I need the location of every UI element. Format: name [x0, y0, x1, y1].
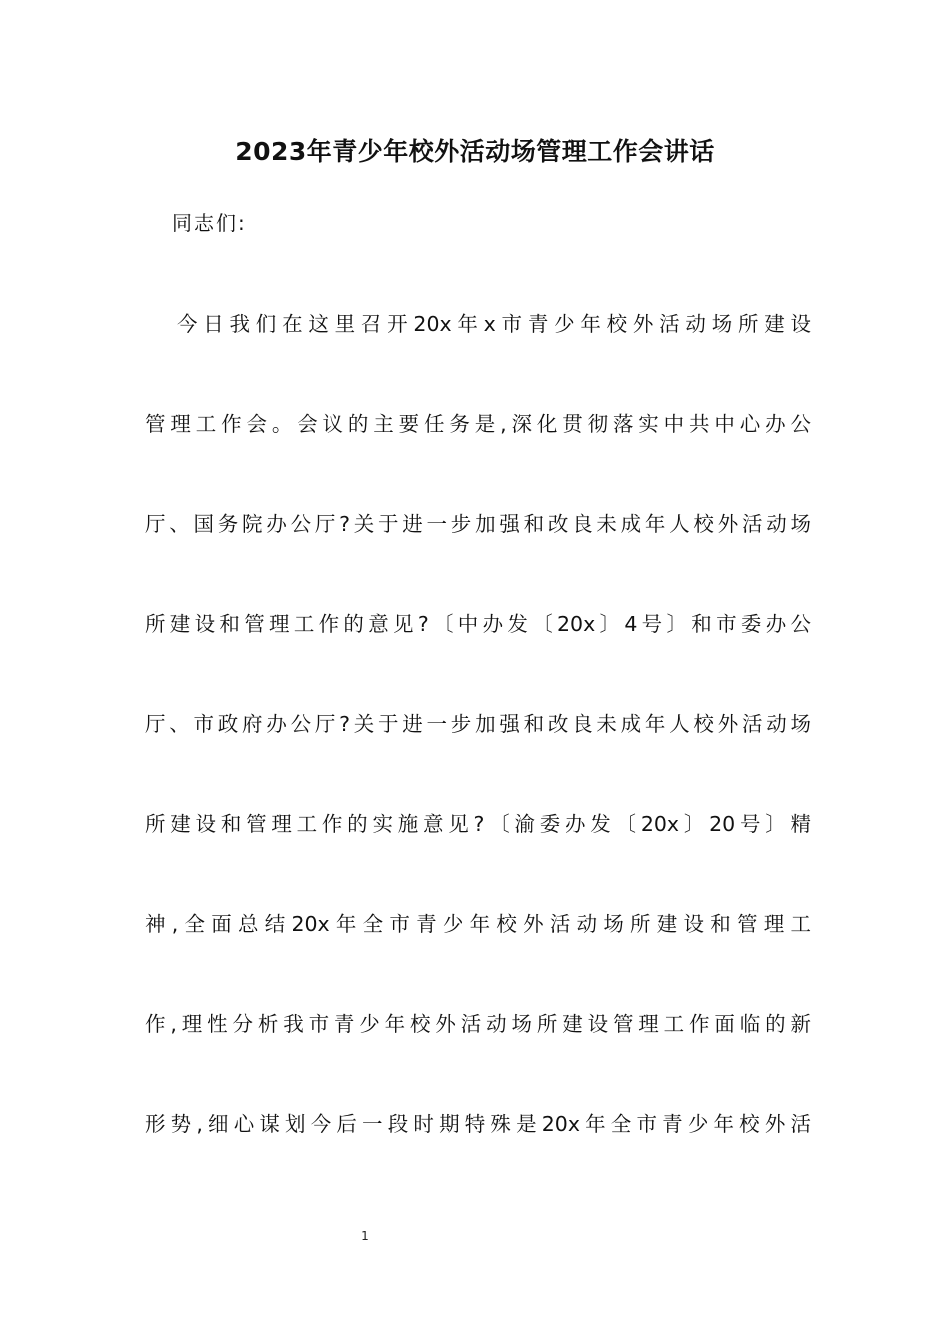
body-line: 管理工作会。会议的主要任务是,深化贯彻落实中共中心办公 [145, 412, 811, 436]
document-title: 2023年青少年校外活动场管理工作会讲话 [235, 137, 715, 166]
body-line: 形势,细心谋划今后一段时期特殊是20x年全市青少年校外活 [145, 1112, 811, 1136]
body-line: 神,全面总结20x年全市青少年校外活动场所建设和管理工 [145, 912, 811, 936]
body-line: 作,理性分析我市青少年校外活动场所建设管理工作面临的新 [145, 1012, 811, 1036]
body-line: 今日我们在这里召开20x年x市青少年校外活动场所建设 [177, 312, 811, 336]
body-line: 厅、市政府办公厅?关于进一步加强和改良未成年人校外活动场 [145, 712, 811, 736]
body-line: 厅、国务院办公厅?关于进一步加强和改良未成年人校外活动场 [145, 512, 811, 536]
page-number: 1 [361, 1229, 369, 1243]
salutation: 同志们: [172, 211, 247, 235]
body-line: 所建设和管理工作的意见?〔中办发〔20x〕4号〕和市委办公 [145, 612, 811, 636]
body-line: 所建设和管理工作的实施意见?〔渝委办发〔20x〕20号〕精 [145, 812, 811, 836]
